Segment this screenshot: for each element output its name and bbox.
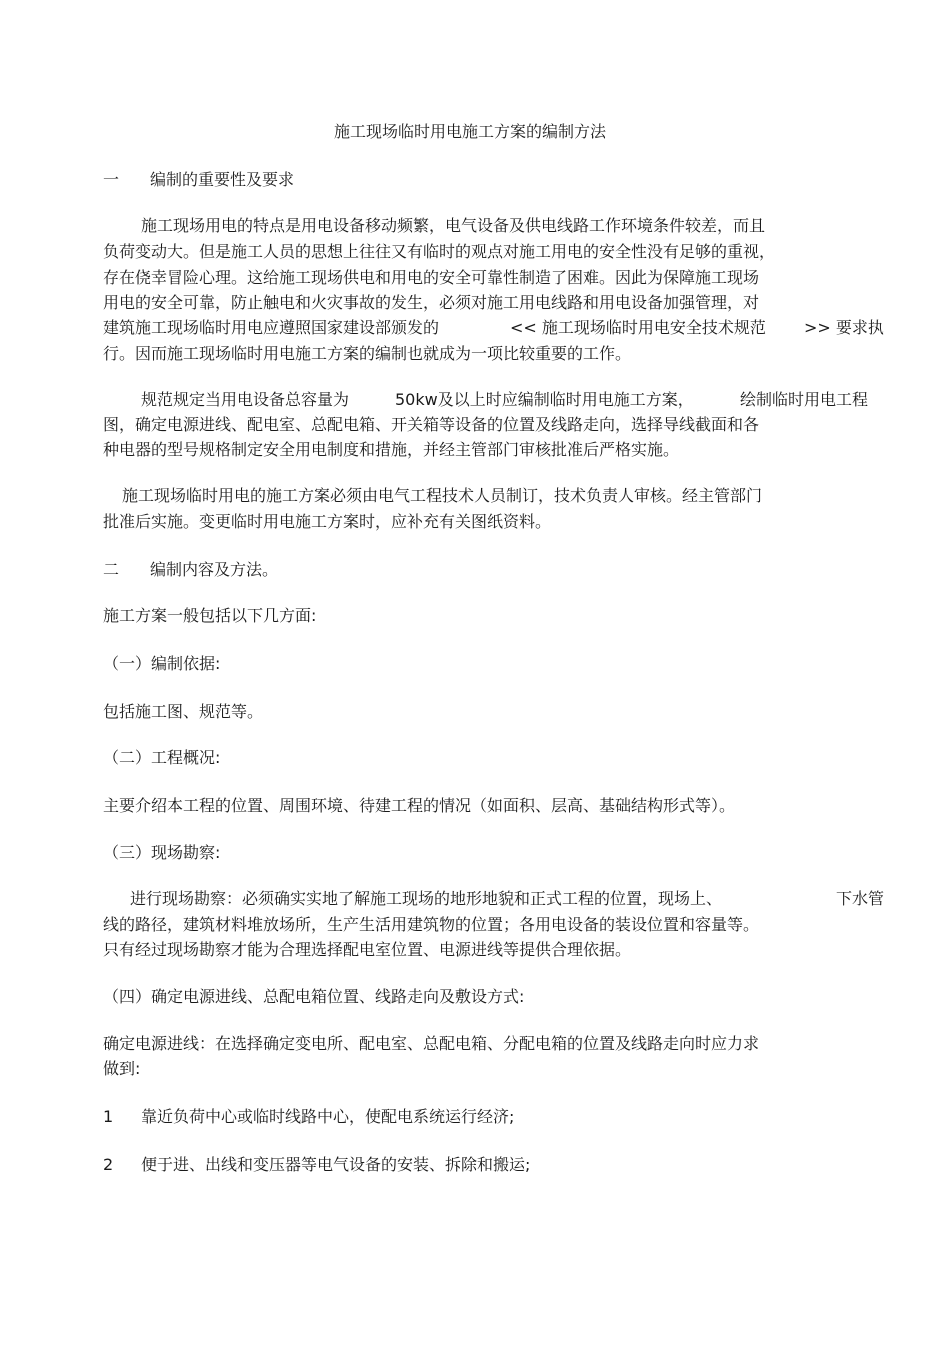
para-1-line-5a: 建筑施工现场临时用电应遵照国家建设部颁发的 [103, 318, 440, 337]
sub-2-heading: （二）工程概况: [103, 748, 221, 767]
para-1-line-1: 施工现场用电的特点是用电设备移动频繁，电气设备及供电线路工作环境条件较差，而且 [141, 216, 766, 235]
section-2-number: 二 [103, 560, 120, 579]
para-1-line-5b: << 施工现场临时用电安全技术规范 [510, 318, 766, 337]
para-1-line-6: 行。因而施工现场临时用电施工方案的编制也就成为一项比较重要的工作。 [103, 344, 632, 363]
sub-2-body: 主要介绍本工程的位置、周围环境、待建工程的情况（如面积、层高、基础结构形式等）。 [103, 796, 736, 815]
section-2-heading: 编制内容及方法。 [150, 560, 279, 579]
sub-4-heading: （四）确定电源进线、总配电箱位置、线路走向及敷设方式: [103, 987, 525, 1006]
para-1-line-2: 负荷变动大。但是施工人员的思想上往往又有临时的观点对施工用电的安全性没有足够的重视， [103, 242, 776, 261]
para-2-line-1b: 50kw及以上时应编制临时用电施工方案， [395, 390, 694, 409]
sub-4-line-2: 做到: [103, 1059, 141, 1078]
sub-3-line-3: 只有经过现场勘察才能为合理选择配电室位置、电源进线等提供合理依据。 [103, 940, 632, 959]
list-item-1-text: 靠近负荷中心或临时线路中心，使配电系统运行经济; [141, 1107, 515, 1126]
para-3-line-2: 批准后实施。变更临时用电施工方案时，应补充有关图纸资料。 [103, 512, 552, 531]
list-item-2-number: 2 [103, 1155, 114, 1174]
para-3-line-1: 施工现场临时用电的施工方案必须由电气工程技术人员制订，技术负责人审核。经主管部门 [122, 486, 763, 505]
sub-3-line-1b: 下水管 [836, 889, 885, 908]
section-1-heading: 编制的重要性及要求 [150, 170, 295, 189]
sub-3-heading: （三）现场勘察: [103, 843, 221, 862]
list-item-1-number: 1 [103, 1107, 114, 1126]
para-2-line-2: 图，确定电源进线、配电室、总配电箱、开关箱等设备的位置及线路走向，选择导线截面和各 [103, 415, 760, 434]
para-2-line-1c: 绘制临时用电工程 [740, 390, 869, 409]
intro-text: 施工方案一般包括以下几方面: [103, 606, 317, 625]
para-2-line-1a: 规范规定当用电设备总容量为 [141, 390, 350, 409]
para-1-line-5c: >> 要求执 [804, 318, 884, 337]
sub-4-line-1: 确定电源进线：在选择确定变电所、配电室、总配电箱、分配电箱的位置及线路走向时应力求 [103, 1034, 760, 1053]
section-1-number: 一 [103, 170, 120, 189]
para-2-line-3: 种电器的型号规格制定安全用电制度和措施，并经主管部门审核批准后严格实施。 [103, 440, 680, 459]
para-1-line-4: 用电的安全可靠，防止触电和火灾事故的发生，必须对施工用电线路和用电设备加强管理，对 [103, 293, 760, 312]
sub-1-heading: （一）编制依据: [103, 654, 221, 673]
document-title: 施工现场临时用电施工方案的编制方法 [334, 122, 607, 141]
para-1-line-3: 存在侥幸冒险心理。这给施工现场供电和用电的安全可靠性制造了困难。因此为保障施工现场 [103, 268, 760, 287]
list-item-2-text: 便于进、出线和变压器等电气设备的安装、拆除和搬运; [141, 1155, 531, 1174]
sub-3-line-2: 线的路径，建筑材料堆放场所，生产生活用建筑物的位置；各用电设备的装设位置和容量等。 [103, 915, 760, 934]
sub-3-line-1a: 进行现场勘察：必须确实实地了解施工现场的地形地貌和正式工程的位置，现场上、 [130, 889, 723, 908]
sub-1-body: 包括施工图、规范等。 [103, 702, 264, 721]
